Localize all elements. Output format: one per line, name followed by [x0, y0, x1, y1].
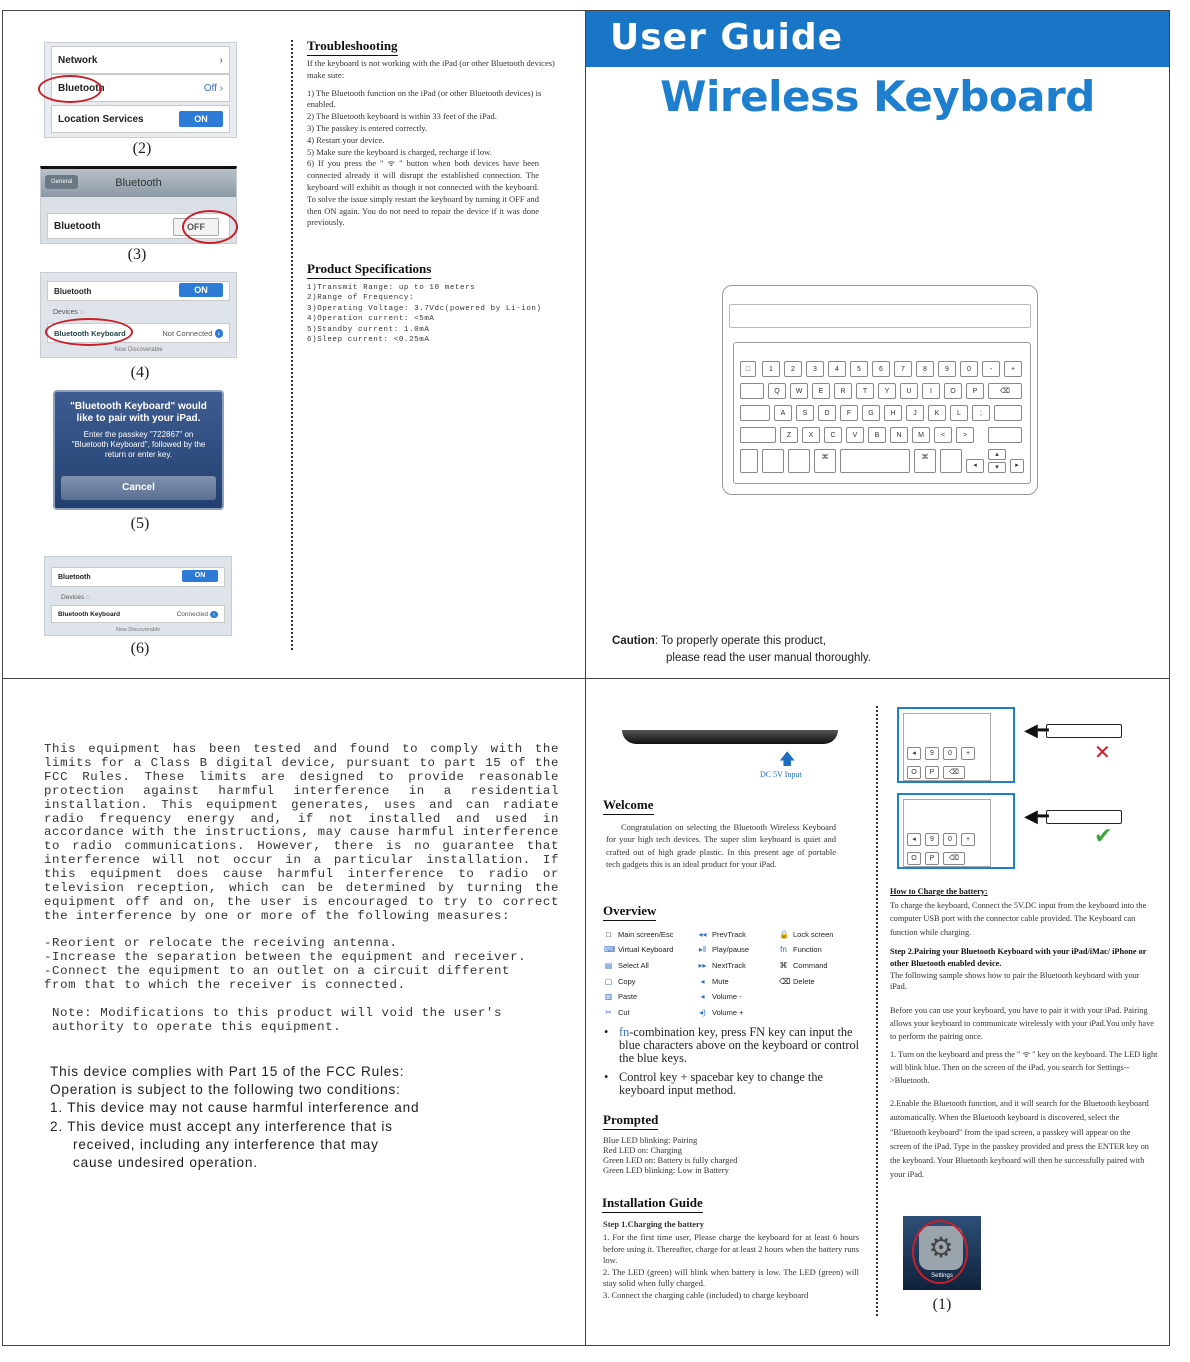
select-all-icon: ▤ — [604, 961, 613, 970]
spec-item: 1)Transmit Range: up to 10 meters — [307, 284, 476, 292]
bluetooth-switch: ON — [179, 283, 223, 297]
measure-item: -Reorient or relocate the receiving antenna. — [44, 936, 398, 950]
part15-line: This device complies with Part 15 of the FCC Rules: — [50, 1064, 405, 1079]
settings-label: Settings — [931, 1273, 953, 1279]
alert-body: Enter the passkey "722867" on "Bluetooth Keyboard", followed by the return or enter key. — [71, 430, 206, 459]
step1-item: 3. Connect the charging cable (included) to charge keyboard — [603, 1289, 809, 1300]
step2-section — [890, 946, 1156, 993]
ios-screen-6 — [44, 556, 232, 636]
prompted-item: Green LED on: Battery is fully charged — [603, 1155, 738, 1165]
troubleshooting-item: 5) Make sure the keyboard is charged, recharge if low. — [307, 146, 492, 157]
troubleshooting-heading: Troubleshooting — [307, 38, 398, 56]
overview-label: Select All — [618, 961, 649, 970]
part15-line: Operation is subject to the following two conditions: — [50, 1082, 401, 1098]
check-icon: ✔ — [1094, 824, 1113, 849]
bluetooth-switch: OFF — [173, 218, 219, 236]
prompted-list — [603, 1135, 737, 1175]
caution-text — [612, 633, 871, 667]
next-track-icon: ▸▸ — [698, 961, 707, 970]
bluetooth-row — [51, 567, 225, 587]
fcc-note: Note: Modifications to this product will void the user's authority to operate this equipment. — [52, 1006, 502, 1034]
mute-icon: ◂ — [700, 977, 705, 986]
figure-6-label: (6) — [130, 640, 150, 657]
device-label: Bluetooth Keyboard — [54, 328, 126, 338]
key-area: □ 1 2 3 4 5 6 7 8 9 0 - + Q W E R T Y U I O P ⌫ A S D F G H J K L ; Z X C V B N M < > ⌘ ⌘ ◂ ▴ ▾ ▸ — [733, 342, 1031, 484]
overview-label: Command — [793, 961, 828, 970]
condition-1: 1. This device may not cause harmful interference and — [50, 1100, 420, 1116]
alert-title: "Bluetooth Keyboard" would like to pair with your iPad. — [70, 401, 207, 424]
dc-input-label: DC 5V Input — [760, 770, 802, 779]
keyboard-side-view — [622, 730, 838, 744]
cancel-button[interactable]: Cancel — [61, 476, 216, 500]
figure-2-label: (2) — [132, 140, 152, 157]
figure-5-label: (5) — [130, 515, 150, 532]
chevron-right-icon: › — [219, 54, 223, 66]
charge-section — [890, 885, 1156, 939]
dotted-fold-line — [291, 40, 293, 650]
nav-title: Bluetooth — [115, 177, 162, 189]
troubleshooting-item: 2) The Bluetooth keyboard is within 33 feet of the iPad. — [307, 111, 497, 122]
banner — [586, 11, 1169, 67]
overview-label: Volume + — [712, 1008, 744, 1017]
troubleshooting-intro: If the keyboard is not working with the iPad (or other Bluetooth devices) make sure: — [307, 58, 555, 80]
condition-2-cont: cause undesired operation. — [73, 1155, 258, 1171]
lock-icon: 🔒 — [779, 930, 789, 939]
troubleshooting-item: 4) Restart your device. — [307, 134, 385, 145]
overview-heading: Overview — [603, 903, 656, 921]
overview-label: Main screen/Esc — [618, 930, 674, 939]
overview-label: Function — [793, 945, 822, 954]
keyboard-closeup-wrong: ◂ 9 0 + O P ⌫ — [897, 707, 1015, 783]
discoverable-text: Now Discoverable — [114, 347, 163, 353]
step2-heading: Step 2.Pairing your Bluetooth Keyboard with your iPad/iMac/ iPhone or other Bluetooth enabled device. — [890, 947, 1147, 968]
copy-icon: ▢ — [604, 977, 613, 986]
play-pause-icon: ▸‖ — [698, 945, 707, 954]
condition-2: 2. This device must accept any interference that is — [50, 1118, 393, 1134]
control-description: Control key + spacebar key to change the keyboard input method. — [619, 1070, 823, 1097]
troubleshooting-item: 1) The Bluetooth function on the iPad (or other Bluetooth devices) is enabled. — [307, 87, 542, 110]
back-button: General — [45, 175, 78, 189]
fcc-measures — [44, 937, 564, 993]
figure-3-label: (3) — [127, 246, 147, 263]
cross-icon: ✕ — [1094, 740, 1111, 764]
charge-text: To charge the keyboard, Connect the 5V.DC input from the keyboard into the computer USB port with the connector cable provided. The Keyboard can function while charging. — [890, 900, 1147, 937]
keyboard-closeup-right: ◂ 9 0 + O P ⌫ — [897, 793, 1015, 869]
product-title: Wireless Keyboard — [660, 72, 1095, 121]
command-icon: ⌘ — [779, 961, 788, 970]
troubleshooting-item: 3) The passkey is entered correctly. — [307, 122, 428, 133]
highlight-oval — [912, 1220, 968, 1284]
overview-label: Mute — [712, 977, 729, 986]
fold-line-horizontal — [2, 678, 1170, 679]
charge-heading: How to Charge the battery: — [890, 887, 988, 896]
spec-item: 5)Standby current: 1.0mA — [307, 325, 430, 334]
discoverable-text: Now Discoverable — [115, 627, 161, 633]
arrow-left-icon: ◀━ — [1024, 806, 1049, 827]
bluetooth-row — [47, 281, 230, 301]
volume-up-icon: ◂) — [699, 1008, 706, 1017]
condition-2-cont: received, including any interference that may — [73, 1136, 379, 1152]
step1-list — [603, 1232, 859, 1302]
step1-item: 1. For the first time user, Please charge the keyboard for at least 6 hours before using it. Thereafter, charge for at least 2 hours when the battery runs low. — [603, 1232, 859, 1266]
prev-track-icon: ◂◂ — [698, 930, 707, 939]
prompted-item: Blue LED blinking: Pairing — [603, 1135, 698, 1145]
measure-item: -Connect the equipment to an outlet on a circuit different from that to which the receiver is connected. — [44, 963, 511, 992]
step1-heading: Step 1.Charging the battery — [603, 1219, 705, 1229]
prompted-item: Red LED on: Charging — [603, 1145, 682, 1155]
spec-item: 3)Operating Voltage: 3.7Vdc(powered by Li-ion) — [307, 304, 542, 313]
bullet-fn: • fn-combination key, press FN key can input the blue characters above on the keyboard or control the blue keys. — [604, 1025, 860, 1065]
overview-label: Paste — [618, 992, 638, 1001]
stand-slot — [729, 304, 1031, 328]
nav-bar — [41, 169, 236, 197]
troubleshooting-item: 6) If you press the " ᯤ " button when both devices have been connected already it will disrupt the established connection. The keyboard will exhibit as though it not connected with the keyboard. To solve the issue simply restart the keyboard by turning it OFF and then ON again. You do not need to repair the device if it was done previously. — [307, 158, 539, 228]
installation-heading: Installation Guide — [602, 1195, 703, 1213]
overview-label: Cut — [618, 1008, 630, 1017]
figure-4-label: (4) — [130, 364, 150, 381]
cut-icon: ✂ — [605, 1008, 612, 1017]
location-label: Location Services — [58, 113, 144, 125]
overview-label: Delete — [793, 977, 815, 986]
arrow-left-icon: ◀━ — [1024, 720, 1049, 741]
bullet-control: • Control key + spacebar key to change the keyboard input method. — [604, 1071, 860, 1097]
prompted-heading: Prompted — [603, 1112, 658, 1130]
before-text: Before you can use your keyboard, you have to pair it with your iPad. Pairing allows your keyboard to communicate wirelessly with your iPad.You only have to perform the pairing once. — [890, 1006, 1154, 1041]
caution-line-2: please read the user manual thoroughly. — [666, 652, 872, 664]
overview-label: Lock screen — [793, 930, 834, 939]
bluetooth-label: Bluetooth — [58, 82, 105, 94]
caution-label: Caution — [612, 635, 655, 647]
measure-item: -Increase the separation between the equipment and receiver. — [44, 949, 527, 964]
spec-item: 4)Operation current: <5mA — [307, 315, 435, 324]
part15-statement — [50, 1063, 570, 1172]
fcc-statement: This equipment has been tested and found to comply with the limits for a Class B digital device, pursuant to part 15 of the FCC Rules. These limits are designed to provide reasonable protection against harmful interference in a residential installation. This equipment generates, uses and can radiate radio frequency energy and, if not installed and used in accordance with the instructions, may cause harmful interference to radio communications. However, there is no guarantee that interference will not occur in a particular installation. If this equipment does cause harmful interference to radio or television reception, which can be determined by turning the equipment off and on, the user is encouraged to try to correct the interference by one or more of the following measures: — [44, 742, 559, 923]
specs-list — [307, 283, 542, 345]
fn-description: -combination key, press FN key can input the blue characters above on the keyboard or control the blue keys. — [619, 1025, 860, 1065]
location-switch: ON — [179, 111, 223, 127]
devices-header: Devices ◌ — [53, 309, 85, 316]
overview-label: Copy — [618, 977, 636, 986]
location-row — [51, 105, 230, 133]
welcome-heading: Welcome — [603, 797, 654, 815]
home-icon: □ — [606, 930, 611, 939]
network-label: Network — [58, 54, 98, 66]
spec-item: 6)Sleep current: <0.25mA — [307, 336, 430, 345]
devices-header: Devices ◌ — [61, 594, 90, 601]
volume-down-icon: ◂ — [700, 992, 705, 1001]
settings-gear-icon: ⚙ — [919, 1226, 963, 1270]
paste-icon: ▥ — [604, 992, 613, 1001]
usb-plug-icon — [1046, 724, 1122, 738]
welcome-text: Congratulation on selecting the Bluetooth Wireless Keyboard for your high tech devices. The super slim keyboard is quiet and crafted out of high grade plastic. In this present age of portable tech gadgets this is an ideal product for your iPad. — [606, 822, 836, 870]
troubleshooting-body — [307, 58, 569, 229]
step2-text: The following sample shows how to pair the Bluetooth keyboard with your iPad. — [890, 970, 1140, 992]
bluetooth-label: Bluetooth — [54, 220, 101, 232]
prompted-item: Green LED blinking: Low in Battery — [603, 1165, 729, 1175]
highlight-oval — [38, 75, 102, 103]
pairing-step-2: 2.Enable the Bluetooth function, and it will search for the Bluetooth keyboard automatically. When the Bluetooth keyboard is discovered, select the "Bluetooth keyboard" from the ipad screen, a passkey will appear on the screen of the iPad. Type in the passkey provided and press the ENTER key on the keyboard. Your Bluetooth keyboard will then be successfully paired with your iPad. — [890, 1099, 1149, 1180]
network-row — [51, 46, 230, 74]
highlight-oval — [182, 210, 238, 244]
caution-line-1: : To properly operate this product, — [654, 635, 826, 647]
spec-item: 2)Range of Frequency: — [307, 294, 415, 303]
overview-label: PrevTrack — [712, 930, 746, 939]
pairing-alert — [53, 390, 224, 510]
fn-icon: fn — [780, 945, 787, 954]
device-row — [51, 605, 225, 623]
bluetooth-switch: ON — [182, 570, 218, 582]
figure-1-label: (1) — [932, 1296, 952, 1313]
device-label: Bluetooth Keyboard — [58, 610, 121, 618]
delete-icon: ⌫ — [779, 977, 791, 986]
arrow-up-icon: 🡅 — [779, 749, 796, 768]
banner-title: User Guide — [610, 17, 844, 58]
overview-label: NextTrack — [712, 961, 746, 970]
bluetooth-label: Bluetooth — [54, 286, 92, 296]
specs-heading: Product Specifications — [307, 261, 431, 279]
fn-highlight: fn — [619, 1025, 630, 1039]
bluetooth-state: Off › — [203, 82, 223, 94]
overview-label: Volume - — [712, 992, 742, 1001]
highlight-oval — [45, 318, 133, 346]
pairing-step-1: 1. Turn on the keyboard and press the " ᯤ " key on the keyboard. The LED light will blink blue. Then on the screen of the iPad, you search for Settings-->Bluetooth. — [890, 1050, 1158, 1086]
ios-screen-4 — [40, 272, 237, 358]
overview-label: Virtual Keyboard — [618, 945, 674, 954]
overview-label: Play/pause — [712, 945, 750, 954]
step1-item: 2. The LED (green) will blink when battery is low. The LED (green) will stay solid when fully charged. — [603, 1266, 859, 1289]
bluetooth-label: Bluetooth — [58, 573, 91, 581]
device-state: Not Connected › — [162, 329, 223, 338]
dotted-fold-line — [876, 706, 878, 1316]
keyboard-illustration — [722, 285, 1038, 495]
usb-plug-icon — [1046, 810, 1122, 824]
device-state: Connected › — [177, 611, 218, 618]
keyboard-icon: ⌨ — [604, 945, 616, 954]
